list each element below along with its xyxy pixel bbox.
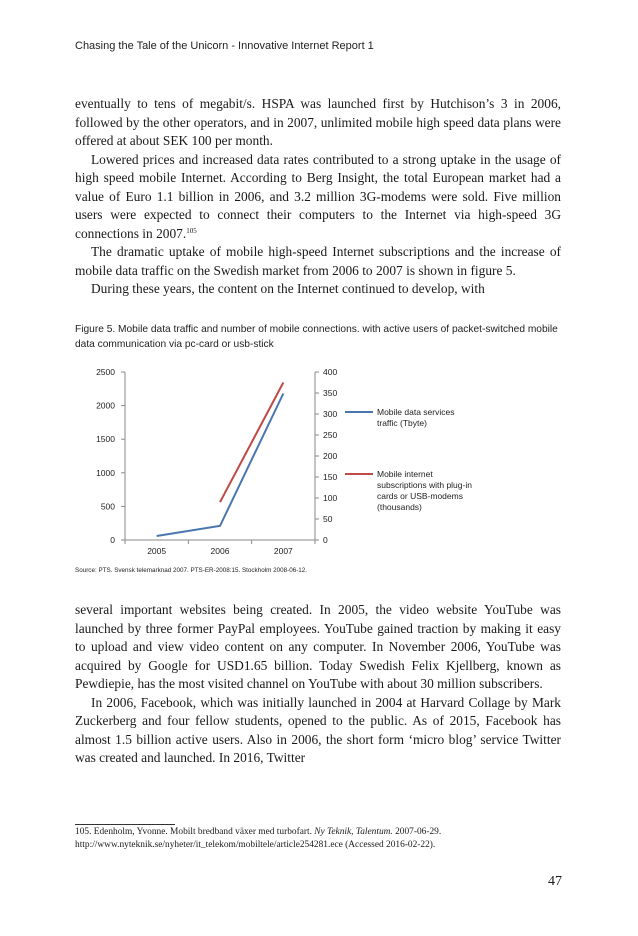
legend-label: cards or USB-modems <box>377 491 463 501</box>
paragraph <box>75 151 561 244</box>
legend-label: (thousands) <box>377 502 422 512</box>
x-tick-label: 2007 <box>273 546 293 556</box>
footnote-number: 105. <box>75 827 92 837</box>
legend-label: subscriptions with plug-in <box>377 480 472 490</box>
paragraph: The dramatic uptake of mobile high-speed Internet subscriptions and the increase of mobile data traffic on the Swedish market from 2006 to 2007 is shown in figure 5. <box>75 244 561 278</box>
right-tick-label: 150 <box>323 472 338 482</box>
figure-caption: Figure 5. Mobile data traffic and number of mobile connections. with active users of packet-switched mobile data communication via pc-card or usb-stick <box>75 324 558 350</box>
left-tick-label: 1000 <box>96 467 115 478</box>
left-tick-label: 2000 <box>96 400 115 411</box>
figure-source: Source: PTS. Svensk telemarknad 2007. PTS-ER-2008:15. Stockholm 2008-06-12. <box>75 567 308 574</box>
right-tick-label: 100 <box>323 493 338 503</box>
legend-label: traffic (Tbyte) <box>377 418 427 428</box>
paragraph: several important websites being created. In 2005, the video website YouTube was launched by three former PayPal employees. YouTube gained traction by making it easy to upload and view video content on any computer. In November 2006, YouTube was acquired by Google for USD1.65 billion. Today Swedish Felix Kjellberg, known as Pewdiepie, has the most visited channel on YouTube with about 30 million subscribers. <box>75 602 561 691</box>
paragraph: eventually to tens of megabit/s. HSPA was launched first by Hutchison’s 3 in 2006, followed by the other operators, and in 2007, unlimited mobile high speed data plans were offered at about SEK 100 per month. <box>75 96 561 148</box>
footnote-url: http://www.nyteknik.se/nyheter/it_telekom/mobiltele/article254281.ece (Accessed 2016-02-22). <box>75 839 436 850</box>
footnote <box>75 826 561 851</box>
page-number: 47 <box>548 874 562 889</box>
body-text-top <box>75 95 561 299</box>
chart <box>75 357 561 567</box>
legend-label: Mobile data services <box>377 407 455 417</box>
series-line-2 <box>220 383 283 503</box>
right-tick-label: 350 <box>323 388 338 398</box>
series-line-1 <box>157 394 284 536</box>
footnote-divider <box>75 824 175 825</box>
running-header: Chasing the Tale of the Unicorn - Innovative Internet Report 1 <box>75 40 374 52</box>
footnote-source: Ny Teknik, Talentum. <box>314 827 393 837</box>
right-tick-label: 200 <box>323 451 338 461</box>
legend-label: Mobile internet <box>377 469 433 479</box>
footnote-text: Edenholm, Yvonne. Mobilt bredband växer med turbofart. <box>93 827 312 837</box>
right-tick-label: 400 <box>323 367 338 377</box>
left-tick-label: 0 <box>110 535 115 545</box>
right-tick-label: 300 <box>323 409 338 419</box>
left-tick-label: 500 <box>100 501 115 512</box>
x-tick-label: 2005 <box>147 546 167 556</box>
left-tick-label: 2500 <box>96 367 115 377</box>
paragraph: During these years, the content on the Internet continued to develop, with <box>91 281 485 296</box>
footnote-ref: 105 <box>186 226 197 235</box>
body-text-bottom <box>75 601 561 768</box>
x-tick-label: 2006 <box>210 546 230 556</box>
right-tick-label: 0 <box>323 535 328 545</box>
paragraph-text: Lowered prices and increased data rates contributed to a strong uptake in the usage of high speed mobile Internet. According to Berg Insight, the total European market had a value of Euro 1.1 billion in 2006, and 3.2 million 3G-modems were sold. Five million users were expected to connect their computers to the Internet via high-speed 3G connections in 2007. <box>75 151 561 241</box>
paragraph: In 2006, Facebook, which was initially launched in 2004 at Harvard Collage by Mark Zuckerberg and four fellow students, opened to the public. As of 2015, Facebook has almost 1.5 billion active users. Also in 2006, the short form ‘micro blog’ service Twitter was created and launched. In 2016, Twitter <box>75 694 561 765</box>
chart-svg <box>75 357 561 567</box>
right-tick-label: 250 <box>323 430 338 440</box>
footnote-date: 2007-06-29. <box>395 827 442 837</box>
left-tick-label: 1500 <box>96 434 115 445</box>
right-tick-label: 50 <box>323 514 333 524</box>
